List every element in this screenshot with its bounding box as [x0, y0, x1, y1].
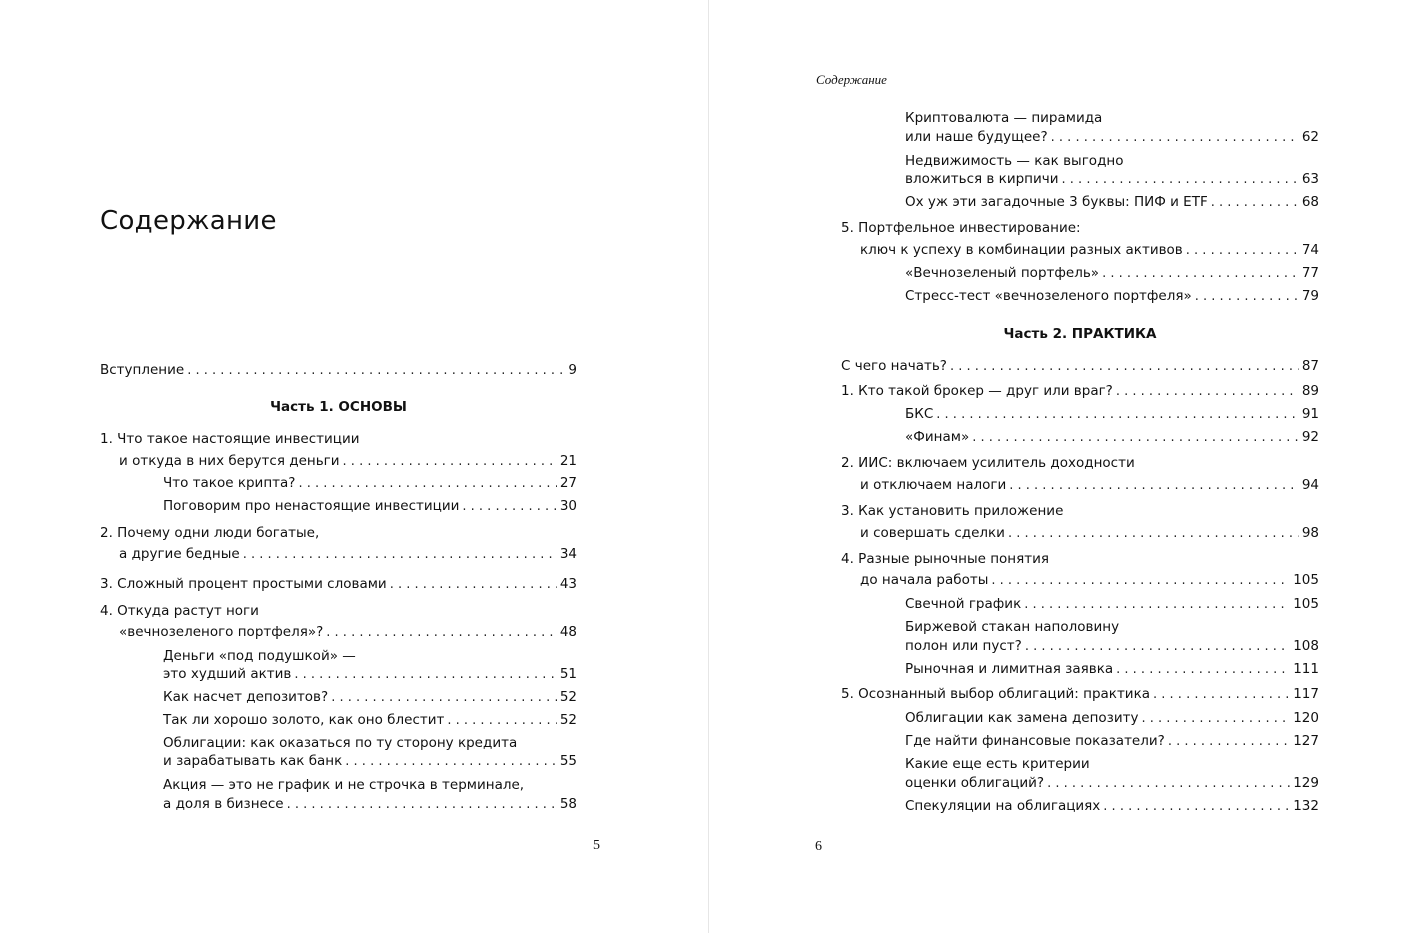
toc-entry[interactable]: БКС . . . 91	[905, 405, 1319, 424]
toc-entry[interactable]: а другие бедные . . . 34	[119, 545, 577, 564]
page-title: Содержание	[100, 206, 277, 236]
toc-entry[interactable]: и зарабатывать как банк . . . 55	[163, 752, 577, 771]
toc-entry[interactable]: Облигации как замена депозиту . . . 120	[905, 709, 1319, 728]
toc-entry[interactable]: С чего начать? . . . 87	[841, 357, 1319, 376]
toc-entry[interactable]: Поговорим про ненастоящие инвестиции . . . 30	[163, 497, 577, 516]
running-head: Содержание	[816, 72, 887, 87]
toc-entry[interactable]: «Финам» . . . 92	[905, 428, 1319, 447]
toc-entry[interactable]: 1. Кто такой брокер — друг или враг? . . . 89	[841, 382, 1319, 401]
part-heading: Часть 2. ПРАКТИКА	[1003, 326, 1157, 342]
toc-entry[interactable]: оценки облигаций? . . . 129	[905, 774, 1319, 793]
toc-entry-line: Биржевой стакан наполовину	[905, 619, 1120, 635]
toc-entry[interactable]: 3. Сложный процент простыми словами . . . 43	[100, 575, 577, 594]
right-page	[709, 0, 1416, 933]
part-heading: Часть 1. ОСНОВЫ	[270, 399, 407, 415]
toc-entry-line: Недвижимость — как выгодно	[905, 153, 1124, 169]
toc-entry-intro[interactable]: Вступление . . . 9	[100, 361, 577, 380]
toc-entry[interactable]: Как насчет депозитов? . . . 52	[163, 688, 577, 707]
toc-entry[interactable]: Стресс-тест «вечнозеленого портфеля» . . . 79	[905, 287, 1319, 306]
toc-entry[interactable]: полон или пуст? . . . 108	[905, 637, 1319, 656]
toc-entry[interactable]: Ох уж эти загадочные 3 буквы: ПИФ и ETF . . . 68	[905, 193, 1319, 212]
toc-entry-line: Деньги «под подушкой» —	[163, 648, 356, 664]
toc-entry[interactable]: «Вечнозеленый портфель» . . . 77	[905, 264, 1319, 283]
toc-entry-line: 3. Как установить приложение	[841, 503, 1064, 519]
toc-entry[interactable]: Так ли хорошо золото, как оно блестит . . . 52	[163, 711, 577, 730]
toc-entry[interactable]: Что такое крипта? . . . 27	[163, 474, 577, 493]
toc-entry-line: 2. Почему одни люди богатые,	[100, 525, 320, 541]
toc-entry-line: 4. Откуда растут ноги	[100, 603, 259, 619]
toc-entry[interactable]: ключ к успеху в комбинации разных активов . . . 74	[860, 241, 1319, 260]
toc-entry[interactable]: или наше будущее? . . . 62	[905, 128, 1319, 147]
toc-entry[interactable]: это худший актив . . . 51	[163, 665, 577, 684]
toc-entry-line: Криптовалюта — пирамида	[905, 110, 1103, 126]
toc-entry[interactable]: до начала работы . . . 105	[860, 571, 1319, 590]
toc-entry[interactable]: а доля в бизнесе . . . 58	[163, 795, 577, 814]
toc-entry[interactable]: вложиться в кирпичи . . . 63	[905, 170, 1319, 189]
toc-entry[interactable]: Спекуляции на облигациях . . . 132	[905, 797, 1319, 816]
toc-entry-line: 5. Портфельное инвестирование:	[841, 220, 1081, 236]
toc-entry-line: Какие еще есть критерии	[905, 756, 1090, 772]
toc-entry-line: Акция — это не график и не строчка в терминале,	[163, 777, 525, 793]
page-number: 5	[593, 838, 600, 853]
toc-entry[interactable]: Где найти финансовые показатели? . . . 127	[905, 732, 1319, 751]
toc-entry[interactable]: Свечной график . . . 105	[905, 595, 1319, 614]
toc-entry-line: 2. ИИС: включаем усилитель доходности	[841, 455, 1135, 471]
toc-entry[interactable]: Рыночная и лимитная заявка . . . 111	[905, 660, 1319, 679]
toc-entry[interactable]: 5. Осознанный выбор облигаций: практика . . . 117	[841, 685, 1319, 704]
toc-entry[interactable]: и совершать сделки . . . 98	[860, 524, 1319, 543]
toc-entry[interactable]: и отключаем налоги . . . 94	[860, 476, 1319, 495]
toc-entry[interactable]: и откуда в них берутся деньги . . . 21	[119, 452, 577, 471]
toc-entry-line: 4. Разные рыночные понятия	[841, 551, 1050, 567]
toc-entry-line: 1. Что такое настоящие инвестиции	[100, 431, 360, 447]
toc-entry-line: Облигации: как оказаться по ту сторону кредита	[163, 735, 518, 751]
page-number: 6	[815, 839, 822, 854]
toc-entry[interactable]: «вечнозеленого портфеля»? . . . 48	[119, 623, 577, 642]
